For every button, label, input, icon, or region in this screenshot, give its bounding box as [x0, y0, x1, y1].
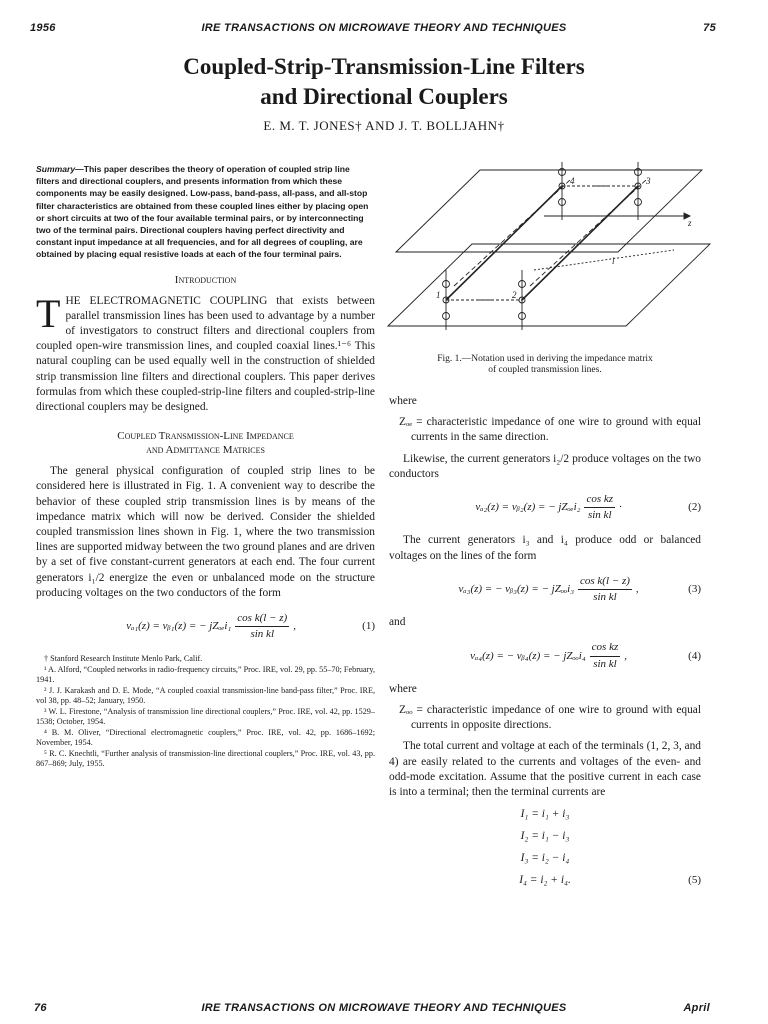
equation-5 — [389, 804, 701, 890]
equation-1 — [36, 611, 375, 642]
caption-line-2: of coupled transmission lines. — [488, 365, 602, 375]
eq2-numerator: cos kz — [584, 492, 615, 508]
equation-2 — [389, 492, 701, 523]
label-3: 3 — [646, 176, 651, 186]
title-line-2: and Directional Couplers — [260, 84, 508, 109]
eq4-denominator: sin kl — [593, 657, 617, 670]
drop-cap: T — [36, 290, 61, 336]
eq2-number: (2) — [688, 501, 701, 514]
eq1-numerator: cos k(l − z) — [235, 611, 289, 627]
authors: E. M. T. JONES† AND J. T. BOLLJAHN† — [263, 118, 505, 133]
section2-paragraph: The general physical configuration of coupled strip lines to be considered here is illustrated in Fig. 1. A convenient way to describe the behavior of these coupled strip transmission lines is by means of the impedance matrix which will now be derived. Consider the shielded coupled transmission lines shown in Fig. 1, where the two transmission lines are supported midway between the two ground planes and are driven by a set of five constant-current generators at each end. The four current generators i₁/2 energize the even or unbalanced mode on the structure producing voltages on the two conductors of the form — [36, 465, 375, 599]
eq1-number: (1) — [362, 620, 375, 633]
equation-3 — [389, 574, 701, 605]
section2-heading-line2: and Admittance Matrices — [146, 444, 265, 457]
header-journal: IRE TRANSACTIONS ON MICROWAVE THEORY AND TECHNIQUES — [201, 22, 567, 34]
likewise-paragraph: Likewise, the current generators i₂/2 produce voltages on the two conductors — [389, 452, 701, 480]
footer-journal: IRE TRANSACTIONS ON MICROWAVE THEORY AND TECHNIQUES — [201, 1002, 567, 1014]
label-z: z — [688, 218, 692, 228]
left-column — [36, 163, 375, 770]
intro-text: HE ELECTROMAGNETIC COUPLING that exists between parallel transmission lines has been used to advantage by a number of investigators to construct filters and directional couplers from coupled open-wire transmission lines, and coupled coaxial lines.¹⁻⁶ This natural coupling can be used equally well in the construction of shielded strip transmission line filters and directional couplers. This paper derives formulas from which these coupled-strip-line filters and coupled-strip-line directional couplers may be designed. — [36, 294, 375, 414]
footnote: ⁵ R. C. Knechtli, “Further analysis of transmission-line directional couplers,” Proc. IRE, vol. 43, pp. 867–869; July, 1955. — [36, 749, 375, 769]
odd-mode-paragraph: The current generators i₃ and i₄ produce odd or balanced voltages on the lines of the form — [389, 534, 701, 562]
eq3-tail: , — [635, 582, 639, 595]
label-2: 2 — [512, 290, 517, 300]
section2-heading — [36, 429, 375, 457]
eq1-denominator: sin kl — [250, 628, 274, 641]
figure-1-coupled-lines-diagram — [384, 160, 714, 346]
footnotes — [36, 654, 375, 769]
equation-4 — [389, 640, 701, 671]
upper-ground-plane — [396, 170, 702, 252]
current-equation: I₃ = i₂ − i₄ — [520, 852, 570, 865]
footer-page-number: 76 — [34, 1002, 47, 1014]
footnote: ³ W. L. Firestone, “Analysis of transmission line directional couplers,” Proc. IRE, vol. 42, pp. 1529–1538; October, 1954. — [36, 707, 375, 727]
current-equation: I₂ = i₁ − i₃ — [520, 830, 570, 843]
eq1-tail: , — [293, 620, 296, 633]
eq2-tail: · — [619, 501, 622, 514]
current-equation: I₁ = i₁ + i₃ — [520, 808, 570, 821]
summary-label: Summary — [36, 164, 76, 174]
footnote: ⁴ B. M. Oliver, “Directional electromagnetic couplers,” Proc. IRE, vol. 42, pp. 1686–1692; November, 1954. — [36, 728, 375, 748]
paper-title — [0, 52, 768, 112]
label-4: 4 — [570, 176, 575, 186]
section2-heading-line1: Coupled Transmission-Line Impedance — [117, 430, 294, 443]
lower-ground-plane — [388, 244, 710, 326]
header-page-number: 75 — [703, 22, 716, 34]
intro-paragraph — [36, 290, 375, 416]
where-2: where — [389, 682, 417, 695]
label-1: 1 — [436, 290, 441, 300]
zoe-definition: Zₒₑ = characteristic impedance of one wire to ground with equal currents in the same direction. — [399, 416, 701, 444]
terminal-currents-paragraph: The total current and voltage at each of the terminals (1, 2, 3, and 4) are easily related to the currents and voltages of the even- and odd-mode excitation. Assume that the positive current in each case is into a terminal; then the terminal currents are — [389, 740, 701, 799]
eq5-number: (5) — [688, 874, 701, 887]
zoo-definition: Zₒₒ = characteristic impedance of one wire to ground with equal currents in opposite directions. — [399, 704, 701, 732]
footnote: † Stanford Research Institute Menlo Park, Calif. — [44, 654, 203, 664]
footnote: ² J. J. Karakash and D. E. Mode, “A coupled coaxial transmission-line band-pass filter,” Proc. IRE, vol 38, pp. 48–52; January, 1950. — [36, 686, 375, 706]
title-line-1: Coupled-Strip-Transmission-Line Filters — [183, 54, 585, 79]
eq3-numerator: cos k(l − z) — [578, 574, 632, 590]
eq4-tail: , — [624, 649, 627, 662]
eq4-number: (4) — [688, 649, 701, 662]
footer-month: April — [683, 1002, 710, 1014]
right-column — [389, 394, 701, 892]
eq3-lhs: vₐ₃(z) = − vᵦ₃(z) = − jZₒₒi₃ — [458, 582, 575, 595]
l-dimension-line — [534, 250, 674, 270]
footnote: ¹ A. Alford, “Coupled networks in radio-frequency circuits,” Proc. IRE, vol. 29, pp. 55–70; February, 1941. — [36, 665, 375, 685]
caption-line-1: Fig. 1.—Notation used in deriving the impedance matrix — [437, 354, 653, 364]
where-1: where — [389, 395, 417, 407]
eq1-lhs: vₐ₁(z) = vᵦ₁(z) = − jZₒₑi₁ — [126, 620, 232, 633]
eq3-number: (3) — [688, 582, 701, 595]
summary-text: —This paper describes the theory of operation of coupled strip line filters and directional couplers, and presents information from which these components may be easily designed. Low-pass, band-pass, all-pass, and all-stop filter characteristics are obtained from these coupled lines either by placing open or short circuits at two of the four available terminal pairs, or by interconnecting two of the terminal pairs. Directional couplers having perfect directivity and constant input impedance at all frequencies, and for all degrees of coupling, are obtained by placing equal resistive loads at each of the four terminal pairs. — [36, 164, 369, 260]
and-word: and — [389, 616, 406, 629]
header-year: 1956 — [30, 22, 56, 34]
eq2-lhs: vₐ₂(z) = vᵦ₂(z) = − jZₒₑi₂ — [475, 501, 581, 514]
eq2-denominator: sin kl — [587, 509, 612, 522]
eq3-denominator: sin kl — [593, 591, 617, 604]
label-l: l — [612, 256, 615, 266]
eq4-lhs: vₐ₄(z) = − vᵦ₄(z) = − jZₒₒi₄ — [470, 649, 586, 662]
summary — [36, 163, 375, 261]
intro-heading: Introduction — [174, 273, 237, 286]
current-equation: I₄ = i₂ + i₄. — [519, 874, 571, 887]
figure-caption — [389, 354, 701, 376]
eq4-numerator: cos kz — [590, 640, 621, 656]
